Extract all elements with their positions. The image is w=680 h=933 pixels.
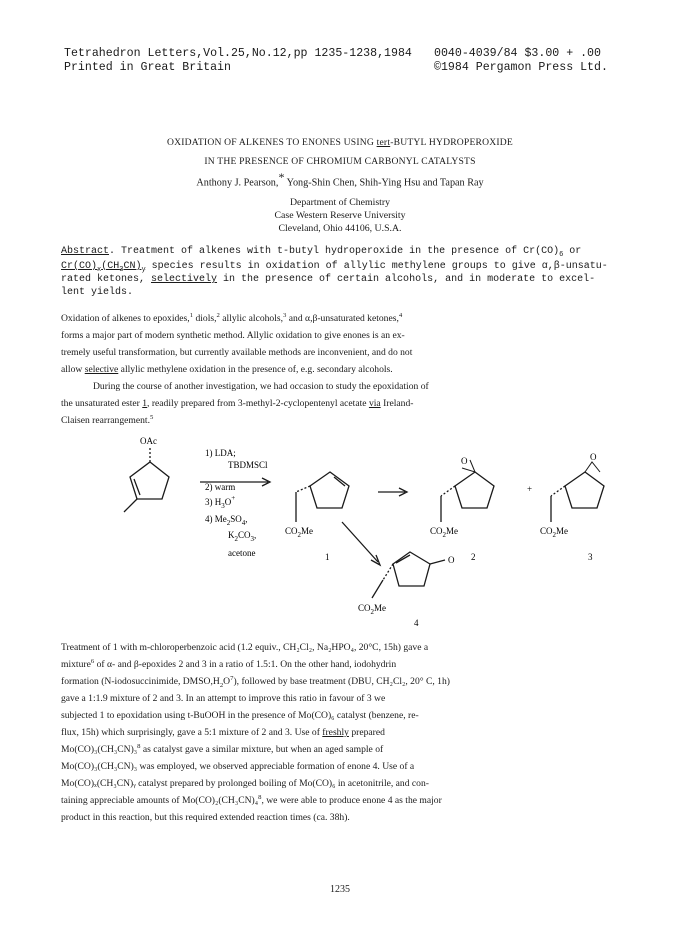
compound-3-number: 3 bbox=[588, 552, 593, 562]
compound-2-co2me bbox=[430, 526, 458, 539]
body2-line-10 bbox=[61, 793, 442, 809]
body-text: diols, bbox=[193, 313, 217, 324]
abstract-selectively: selectively bbox=[151, 274, 218, 285]
page-number: 1235 bbox=[330, 884, 350, 895]
arrow-1-to-4 bbox=[342, 522, 378, 562]
body-text: Oxidation of alkenes to epoxides, bbox=[61, 313, 190, 324]
co-text: CO bbox=[430, 526, 443, 536]
abstract-sub: 6 bbox=[559, 251, 564, 259]
step-3-o: O bbox=[224, 497, 232, 507]
ref-1: 1 bbox=[189, 311, 194, 319]
ref-5: 5 bbox=[149, 413, 154, 421]
body-text: the unsaturated ester bbox=[61, 398, 143, 409]
oac-label: OAc bbox=[140, 436, 157, 446]
step-3-sub: 3 bbox=[221, 502, 225, 510]
step-3-h: 3) H bbox=[205, 497, 222, 507]
issn-price: 0040-4039/84 $3.00 + .00 bbox=[434, 47, 601, 60]
compound-3-co2me bbox=[540, 526, 568, 539]
compound-3-epoxide bbox=[585, 462, 600, 472]
co2-sub: 2 bbox=[552, 531, 557, 539]
compound-4-number: 4 bbox=[414, 618, 419, 628]
step-3-plus: + bbox=[231, 494, 236, 502]
author-corresponding: Anthony J. Pearson, bbox=[196, 177, 279, 189]
body-text: allow bbox=[61, 364, 85, 375]
compound-2-number: 2 bbox=[471, 552, 476, 562]
step-1b-label: TBDMSCl bbox=[228, 460, 268, 470]
step-4-sub: 4 bbox=[241, 519, 246, 527]
k-sub: 2 bbox=[234, 535, 238, 543]
step-4-base bbox=[228, 530, 256, 543]
body2-line-1: Treatment of 1 with m-chloroperbenzoic acid (1.2 equiv., CH₂Cl₂, Na₂HPO₄, 20°C, 15h) gave a bbox=[61, 642, 429, 653]
body-text: allylic alcohols, bbox=[219, 313, 284, 324]
compound-1-number: 1 bbox=[325, 552, 330, 562]
abstract-line-4: lent yields. bbox=[61, 287, 134, 298]
compound-ref-1: 1 bbox=[142, 398, 148, 409]
formula-part: CN) bbox=[123, 261, 142, 272]
reaction-scheme bbox=[0, 430, 680, 630]
abstract-line-3 bbox=[61, 272, 595, 288]
compound-4-ch2-bond bbox=[383, 564, 393, 580]
water-sub: 2 bbox=[219, 681, 224, 689]
body-via: via bbox=[368, 398, 381, 409]
ref-4: 4 bbox=[398, 311, 403, 319]
co-text: CO bbox=[285, 526, 298, 536]
body2-line-6 bbox=[61, 725, 385, 741]
body2-line-8: Mo(CO)₃(CH₃CN)₃ was employed, we observed appreciable formation of enone 4. Use of a bbox=[61, 761, 415, 772]
compound-1-ring bbox=[310, 472, 349, 508]
abstract-text: in the presence of certain alcohols, and in moderate to excel- bbox=[217, 274, 596, 285]
printed-location: Printed in Great Britain bbox=[64, 61, 231, 74]
step-4-label bbox=[205, 514, 248, 527]
formula-sub: x bbox=[97, 266, 102, 274]
methyl-bond bbox=[124, 499, 137, 512]
compound-4-carbonyl bbox=[430, 560, 445, 564]
formula-sub: y bbox=[141, 266, 146, 274]
body2-line-11: product in this reaction, but this required extended reaction times (ca. 38h). bbox=[61, 812, 350, 823]
title-text: OXIDATION OF ALKENES TO ENONES USING bbox=[167, 137, 377, 148]
body-text: Ireland- bbox=[380, 398, 414, 409]
abstract-text: species results in oxidation of allylic methylene groups to give α,β-unsatu- bbox=[145, 261, 608, 272]
plus-sign: + bbox=[527, 484, 533, 494]
k-label: K bbox=[228, 530, 235, 540]
compound-2-ring bbox=[455, 472, 494, 508]
me-text: Me bbox=[301, 526, 314, 536]
body-text: taining appreciable amounts of Mo(CO)₂(CH₃CN)₄ bbox=[61, 795, 259, 806]
compound-4-ring bbox=[393, 552, 430, 586]
body2-line-4: gave a 1:1.9 mixture of 2 and 3. In an attempt to improve this ratio in favour of 3 we bbox=[61, 693, 386, 704]
step-3-label bbox=[205, 494, 235, 510]
ref-2: 2 bbox=[216, 311, 220, 319]
me-text: Me bbox=[556, 526, 569, 536]
step-4-me: 4) Me bbox=[205, 514, 227, 524]
co2-sub: 2 bbox=[442, 531, 447, 539]
formula-sub: 3 bbox=[119, 266, 124, 274]
body-text: as catalyst gave a similar mixture, but when an aged sample of bbox=[140, 744, 384, 755]
co2-sub: 2 bbox=[297, 531, 302, 539]
step-4-comma: , bbox=[245, 514, 248, 524]
article-title-line-2: IN THE PRESENCE OF CHROMIUM CARBONYL CATALYSTS bbox=[204, 156, 476, 167]
compound-4-ester-bond bbox=[372, 580, 383, 598]
body2-line-9: Mo(CO)ₓ(CH₃CN)ᵧ catalyst prepared by prolonged boiling of Mo(CO)₆ in acetonitrile, and con- bbox=[61, 778, 429, 789]
body-text: Mo(CO)₃(CH₃CN)₃ bbox=[61, 744, 138, 755]
co-sub: 3 bbox=[250, 535, 255, 543]
body-text: Claisen rearrangement. bbox=[61, 415, 150, 426]
affiliation-city: Cleveland, Ohio 44106, U.S.A. bbox=[278, 223, 402, 234]
article-title-line-1 bbox=[0, 137, 680, 148]
ref-6: 6 bbox=[90, 657, 95, 665]
co-text: CO bbox=[540, 526, 553, 536]
compound-3-ring bbox=[565, 472, 604, 508]
compound-2-ch2-bond bbox=[441, 486, 455, 496]
compound-3-oxygen: O bbox=[590, 452, 597, 462]
ref-8: 8 bbox=[258, 793, 262, 801]
affiliation-department: Department of Chemistry bbox=[289, 197, 391, 208]
title-text-end: -BUTYL HYDROPEROXIDE bbox=[390, 137, 513, 148]
copyright: ©1984 Pergamon Press Ltd. bbox=[434, 61, 608, 74]
compound-4-oxygen: O bbox=[448, 555, 455, 565]
co2-sub: 2 bbox=[370, 608, 375, 616]
body1-line-7 bbox=[61, 413, 153, 429]
step-4-sub: 2 bbox=[226, 519, 231, 527]
ref-8: 8 bbox=[137, 742, 141, 750]
body1-line-1 bbox=[61, 311, 402, 327]
body2-line-7 bbox=[61, 742, 383, 758]
body-selective: selective bbox=[84, 364, 119, 375]
me-text: Me bbox=[446, 526, 459, 536]
ref-7: 7 bbox=[230, 674, 234, 682]
affiliation-university: Case Western Reserve University bbox=[274, 210, 406, 221]
compound-4-co2me bbox=[358, 603, 386, 616]
body-text: mixture bbox=[61, 659, 91, 670]
abstract-line-1 bbox=[61, 244, 581, 260]
abstract-label: Abstract bbox=[61, 246, 110, 257]
formula-part: (CH bbox=[101, 261, 120, 272]
compound-1-ch2-bond bbox=[296, 486, 310, 492]
body2-line-3 bbox=[61, 674, 450, 690]
compound-2-oxygen: O bbox=[461, 456, 468, 466]
body-text: ), followed by base treatment (DBU, CH₂Cl₂, 20° C, 1h) bbox=[233, 676, 450, 687]
step-4-so: SO bbox=[230, 514, 242, 524]
step-1-label: 1) LDA; bbox=[205, 448, 236, 458]
body2-line-2 bbox=[61, 657, 396, 673]
co-text: CO bbox=[358, 603, 371, 613]
co-label: CO bbox=[238, 530, 251, 540]
compound-1-co2me bbox=[285, 526, 313, 539]
body-text: allylic methylene oxidation in the presence of, e.g. secondary alcohols. bbox=[118, 364, 393, 375]
body1-line-3: tremely useful transformation, but currently available methods are inconvenient, and do not bbox=[61, 347, 413, 358]
authors bbox=[0, 170, 680, 189]
body1-line-2: forms a major part of modern synthetic method. Allylic oxidation to give enones is an ex- bbox=[61, 330, 405, 341]
author-list: Yong-Shin Chen, Shih-Ying Hsu and Tapan Ray bbox=[284, 177, 484, 189]
journal-citation: Tetrahedron Letters,Vol.25,No.12,pp 1235-1238,1984 bbox=[64, 47, 412, 60]
me-text: Me bbox=[374, 603, 387, 613]
body-text: , we were able to produce enone 4 as the major bbox=[261, 795, 442, 806]
step-4-solvent: acetone bbox=[228, 548, 256, 558]
abstract-text: rated ketones, bbox=[61, 274, 152, 285]
step-2-label: 2) warm bbox=[205, 482, 236, 492]
body-text: , readily prepared from 3-methyl-2-cyclopentenyl acetate bbox=[147, 398, 369, 409]
abstract-text: or bbox=[563, 246, 582, 257]
body1-line-5: During the course of another investigation, we had occasion to study the epoxidation of bbox=[93, 381, 429, 392]
formula-part: Cr(CO) bbox=[61, 261, 98, 272]
compound-3-ch2-bond bbox=[551, 486, 565, 496]
body-text: formation (N-iodosuccinimide, DMSO,H bbox=[61, 676, 220, 687]
title-tert: tert bbox=[376, 137, 391, 148]
body-text: of α- and β-epoxides 2 and 3 in a ratio of 1.5:1. On the other hand, iodohydrin bbox=[94, 659, 397, 670]
body-text: O bbox=[223, 676, 231, 687]
base-comma: , bbox=[254, 530, 257, 540]
body1-line-4 bbox=[61, 362, 393, 378]
body-freshly: freshly bbox=[322, 727, 349, 738]
body2-line-5: subjected 1 to epoxidation using t-BuOOH in the presence of Mo(CO)₆ catalyst (benzene, re- bbox=[61, 710, 419, 721]
ref-3: 3 bbox=[283, 311, 287, 319]
body-text: flux, 15h) which surprisingly, gave a 5:1 mixture of 2 and 3. Use of bbox=[61, 727, 323, 738]
body-text: prepared bbox=[348, 727, 385, 738]
body-text: and α,β-unsaturated ketones, bbox=[286, 313, 399, 324]
body1-line-6 bbox=[61, 396, 413, 412]
corresponding-star: * bbox=[278, 170, 285, 184]
starting-material-ring bbox=[130, 462, 169, 499]
abstract-formula bbox=[61, 261, 146, 272]
abstract-text: . Treatment of alkenes with t-butyl hydroperoxide in the presence of Cr(CO) bbox=[109, 246, 560, 257]
